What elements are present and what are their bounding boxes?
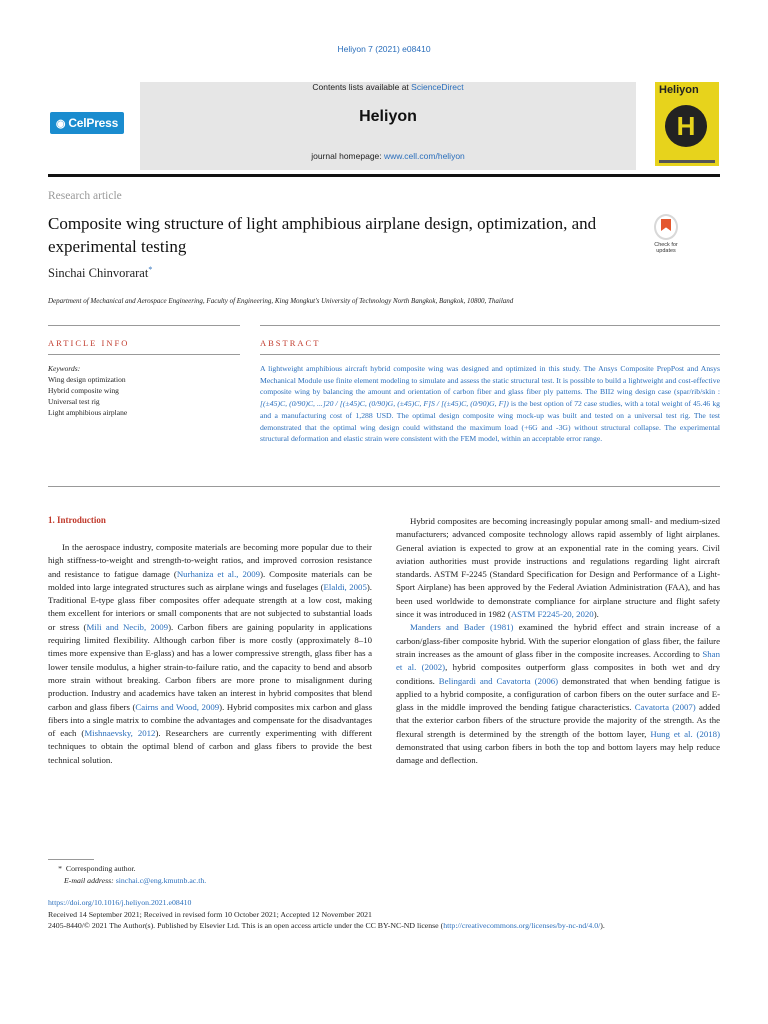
sciencedirect-link[interactable]: ScienceDirect [411,82,464,92]
citation-link[interactable]: Belingardi and Cavatorta (2006) [438,675,559,686]
header-rule [48,174,720,177]
abstract-part-2: is the best option of 72 case studies, with a total weight of 45.46 kg and a manufacturing cost of 1,288 USD. The optimal design composite wing mock-up was built and tested on a universal test rig. The test demonstrated that the optimal wing design could withstand the maximum load (+6G and -3G) without structural collapse. The experimental structural deformation and elastic strain were consistent with the FEM model, within an acceptable error range. [260,399,721,444]
body-text: In the aerospace industry, composite materials are becoming more popular due to their high stiffness-to-weight and strength-to-weight ratios, and improved corrosion resistance and resistance to fatigue damage ( [48,542,372,579]
author-line [48,265,152,281]
journal-name: Heliyon [359,108,417,125]
body-text: ). Composite materials can be molded into large integrated structures such as airplane wings and fuselages ( [48,568,372,592]
citation-link[interactable]: Elaldi, 2005 [323,581,367,592]
abstract-bottom-rule [48,486,720,487]
author-name[interactable]: Sinchai Chinvorarat [48,266,149,281]
citation-link[interactable]: Mili and Necib, 2009 [86,621,169,632]
abstract-text [260,363,720,445]
bookmark-icon [654,214,678,240]
body-text: , hybrid composites outperform glass composites in both wet and dry conditions. [396,662,720,686]
keyword-item: Universal test rig [48,397,100,406]
journal-homepage [140,151,636,161]
homepage-link[interactable]: www.cell.com/heliyon [384,151,465,161]
journal-cover[interactable] [655,82,719,166]
article-title: Composite wing structure of light amphibious airplane design, optimization, and experimental testing [48,214,597,256]
intro-paragraph-2 [396,515,720,621]
body-text: examined the hybrid effect and strain increase of a carbon/glass-fiber composite hybrid. With the superior elongation of glass fiber, the failure strain increases as the amount of glass fiber in the composite increases. According to [396,622,720,659]
article-info-rule [48,354,240,355]
check-for-updates-button[interactable] [646,214,686,254]
abstract-formula: [(±45)C, (0/90)C, ...]20 / [(±45)C, (0/90)G, (±45)C, F]S / [(±45)C, (0/90)G, F]) [260,399,509,409]
abstract-part-1: A lightweight amphibious aircraft hybrid composite wing was designed and optimized in this study. The Ansys Composite PrepPost and Ansys Mechanical Module use finite element modeling to simulate and assess the static structural test. It is possible to build a lightweight and cost-effective composite wing by balancing the amount and orientation of carbon fiber and glass fiber ply patterns. The BII2 wing design case (spar/rib/skin : [260,364,720,397]
citation-link[interactable]: Cavatorta (2007) [634,702,696,713]
cover-h-logo: H [665,105,707,147]
body-text: Hybrid composites are becoming increasingly popular among small- and medium-sized manufacturers; advanced composite technology allows rapid assembly of light airplanes. General aviation is expected to grow at an exponential rate in the coming years. Civil aviation authorities must provide instructions and regulations regarding light aircraft standards. ASTM F-2245 (Standard Specification for Design and Performance of a Light-Sport Airplane) has been approved by the Federal Aviation Administration (FAA), and has been used worldwide to demonstrate compliance for airplane structure and flight safety since it was introduced in 1982 ( [396,516,720,620]
footnote-rule [48,859,94,860]
received-dates: Received 14 September 2021; Received in revised form 10 October 2021; Accepted 12 November 2021 [48,909,372,919]
abstract-rule [260,354,720,355]
publisher-logo[interactable] [48,82,140,170]
license-link[interactable]: http://creativecommons.org/licenses/by-nc-nd/4.0/ [443,921,601,930]
article-info-heading: ARTICLE INFO [48,338,130,348]
body-text: added that the exterior carbon fibers of the structure provide the majority of the strength. As the flexural strength is determined by the strength of the bottom layer, [396,702,720,739]
publisher-logo-text: CelPress [68,116,119,130]
check-updates-label: Check for updates [654,242,678,254]
footnote-mark: * [58,864,62,873]
citation-link[interactable]: Shan et al. (2002) [396,648,720,673]
citation-link[interactable]: Nurhaniza et al., 2009 [176,568,261,579]
citation-link[interactable]: Manders and Bader (1981) [410,622,514,633]
doi-link[interactable]: https://doi.org/10.1016/j.heliyon.2021.e08410 [48,898,192,907]
keyword-item: Wing design optimization [48,375,126,384]
body-text: demonstrated that when bending fatigue is applied to a hybrid composite, a configuration of carbon fibers on the outer surface and E-glass in the middle improved the bending fatigue characteristics. [396,675,720,713]
license-text: 2405-8440/© 2021 The Author(s). Published by Elsevier Ltd. This is an open access article under the CC BY-NC-ND license ( [48,921,444,930]
abstract-heading: ABSTRACT [260,338,321,348]
author-footnote-mark[interactable]: * [148,265,153,274]
column-right [396,515,720,768]
body-text: demonstrated that using carbon fibers in both the top and bottom layers may help reduce damage and deflection. [396,742,720,766]
body-text: ). Carbon fibers are gaining popularity in applications requiring limited flexibility. Although carbon fiber is more costly (approximately 8–10 times more expensive than E-glass) and has a lower compressive strength, glass fiber has a lower tensile modulus, a higher strain-to-failure ratio, and the capacity to bend and absorb more strain without breaking. Carbon fibers are more prone to misalignment during production. Industry and academics have taken an interest in hybrid composites that blend carbon and glass fibers ( [48,621,372,712]
intro-paragraph-1 [48,541,372,767]
keywords-block [48,363,127,418]
body-text: ). Researchers are currently experimenting with different techniques to obtain the optimal blend of carbon and glass fibers to provide the best technical solution. [48,728,372,765]
cellpress-icon: ◉ [55,117,66,130]
journal-reference[interactable]: Heliyon 7 (2021) e08410 [337,44,431,54]
article-info-rule-top [48,325,240,326]
email-label: E-mail address: [64,876,116,885]
email-link[interactable]: sinchai.c@eng.kmutnb.ac.th. [115,876,207,885]
footnote [48,863,206,887]
article-bottom-info [48,897,720,932]
affiliation: Department of Mechanical and Aerospace Engineering, Faculty of Engineering, King Mongkut's University of Technology North Bangkok, Bangkok, 10800, Thailand [48,297,514,305]
body-text: ). [593,609,599,620]
keyword-item: Light amphibious airplane [48,408,128,417]
article-type: Research article [48,190,122,202]
contents-line [140,82,636,92]
citation-link[interactable]: Cairns and Wood, 2009 [135,701,220,712]
section-heading-introduction: 1. Introduction [48,515,106,525]
cover-bar [659,160,715,163]
intro-paragraph-3 [396,621,720,767]
cover-title: Heliyon [659,84,699,96]
contents-prefix: Contents lists available at [312,82,412,92]
citation-link[interactable]: ASTM F2245-20, 2020 [510,609,594,620]
citation-link[interactable]: Mishnaevsky, 2012 [84,728,156,739]
homepage-prefix: journal homepage: [311,151,384,161]
body-text: ). Hybrid composites mix carbon and glass fibers into a single matrix to combine the advantages and compensate for the disadvantages of each ( [48,701,372,739]
license-close: ). [600,921,605,930]
keyword-item: Hybrid composite wing [48,386,119,395]
keywords-label: Keywords: [48,364,81,373]
column-left [48,541,372,767]
abstract-rule-top [260,325,720,326]
body-text: ). Traditional E-type glass fiber composites offer adequate strength at a low cost, making them excellent for interiors or small components that are not subjected to substantial loads or stress ( [48,581,372,632]
corresponding-author: Corresponding author. [65,864,136,873]
citation-link[interactable]: Hung et al. (2018) [650,728,720,739]
